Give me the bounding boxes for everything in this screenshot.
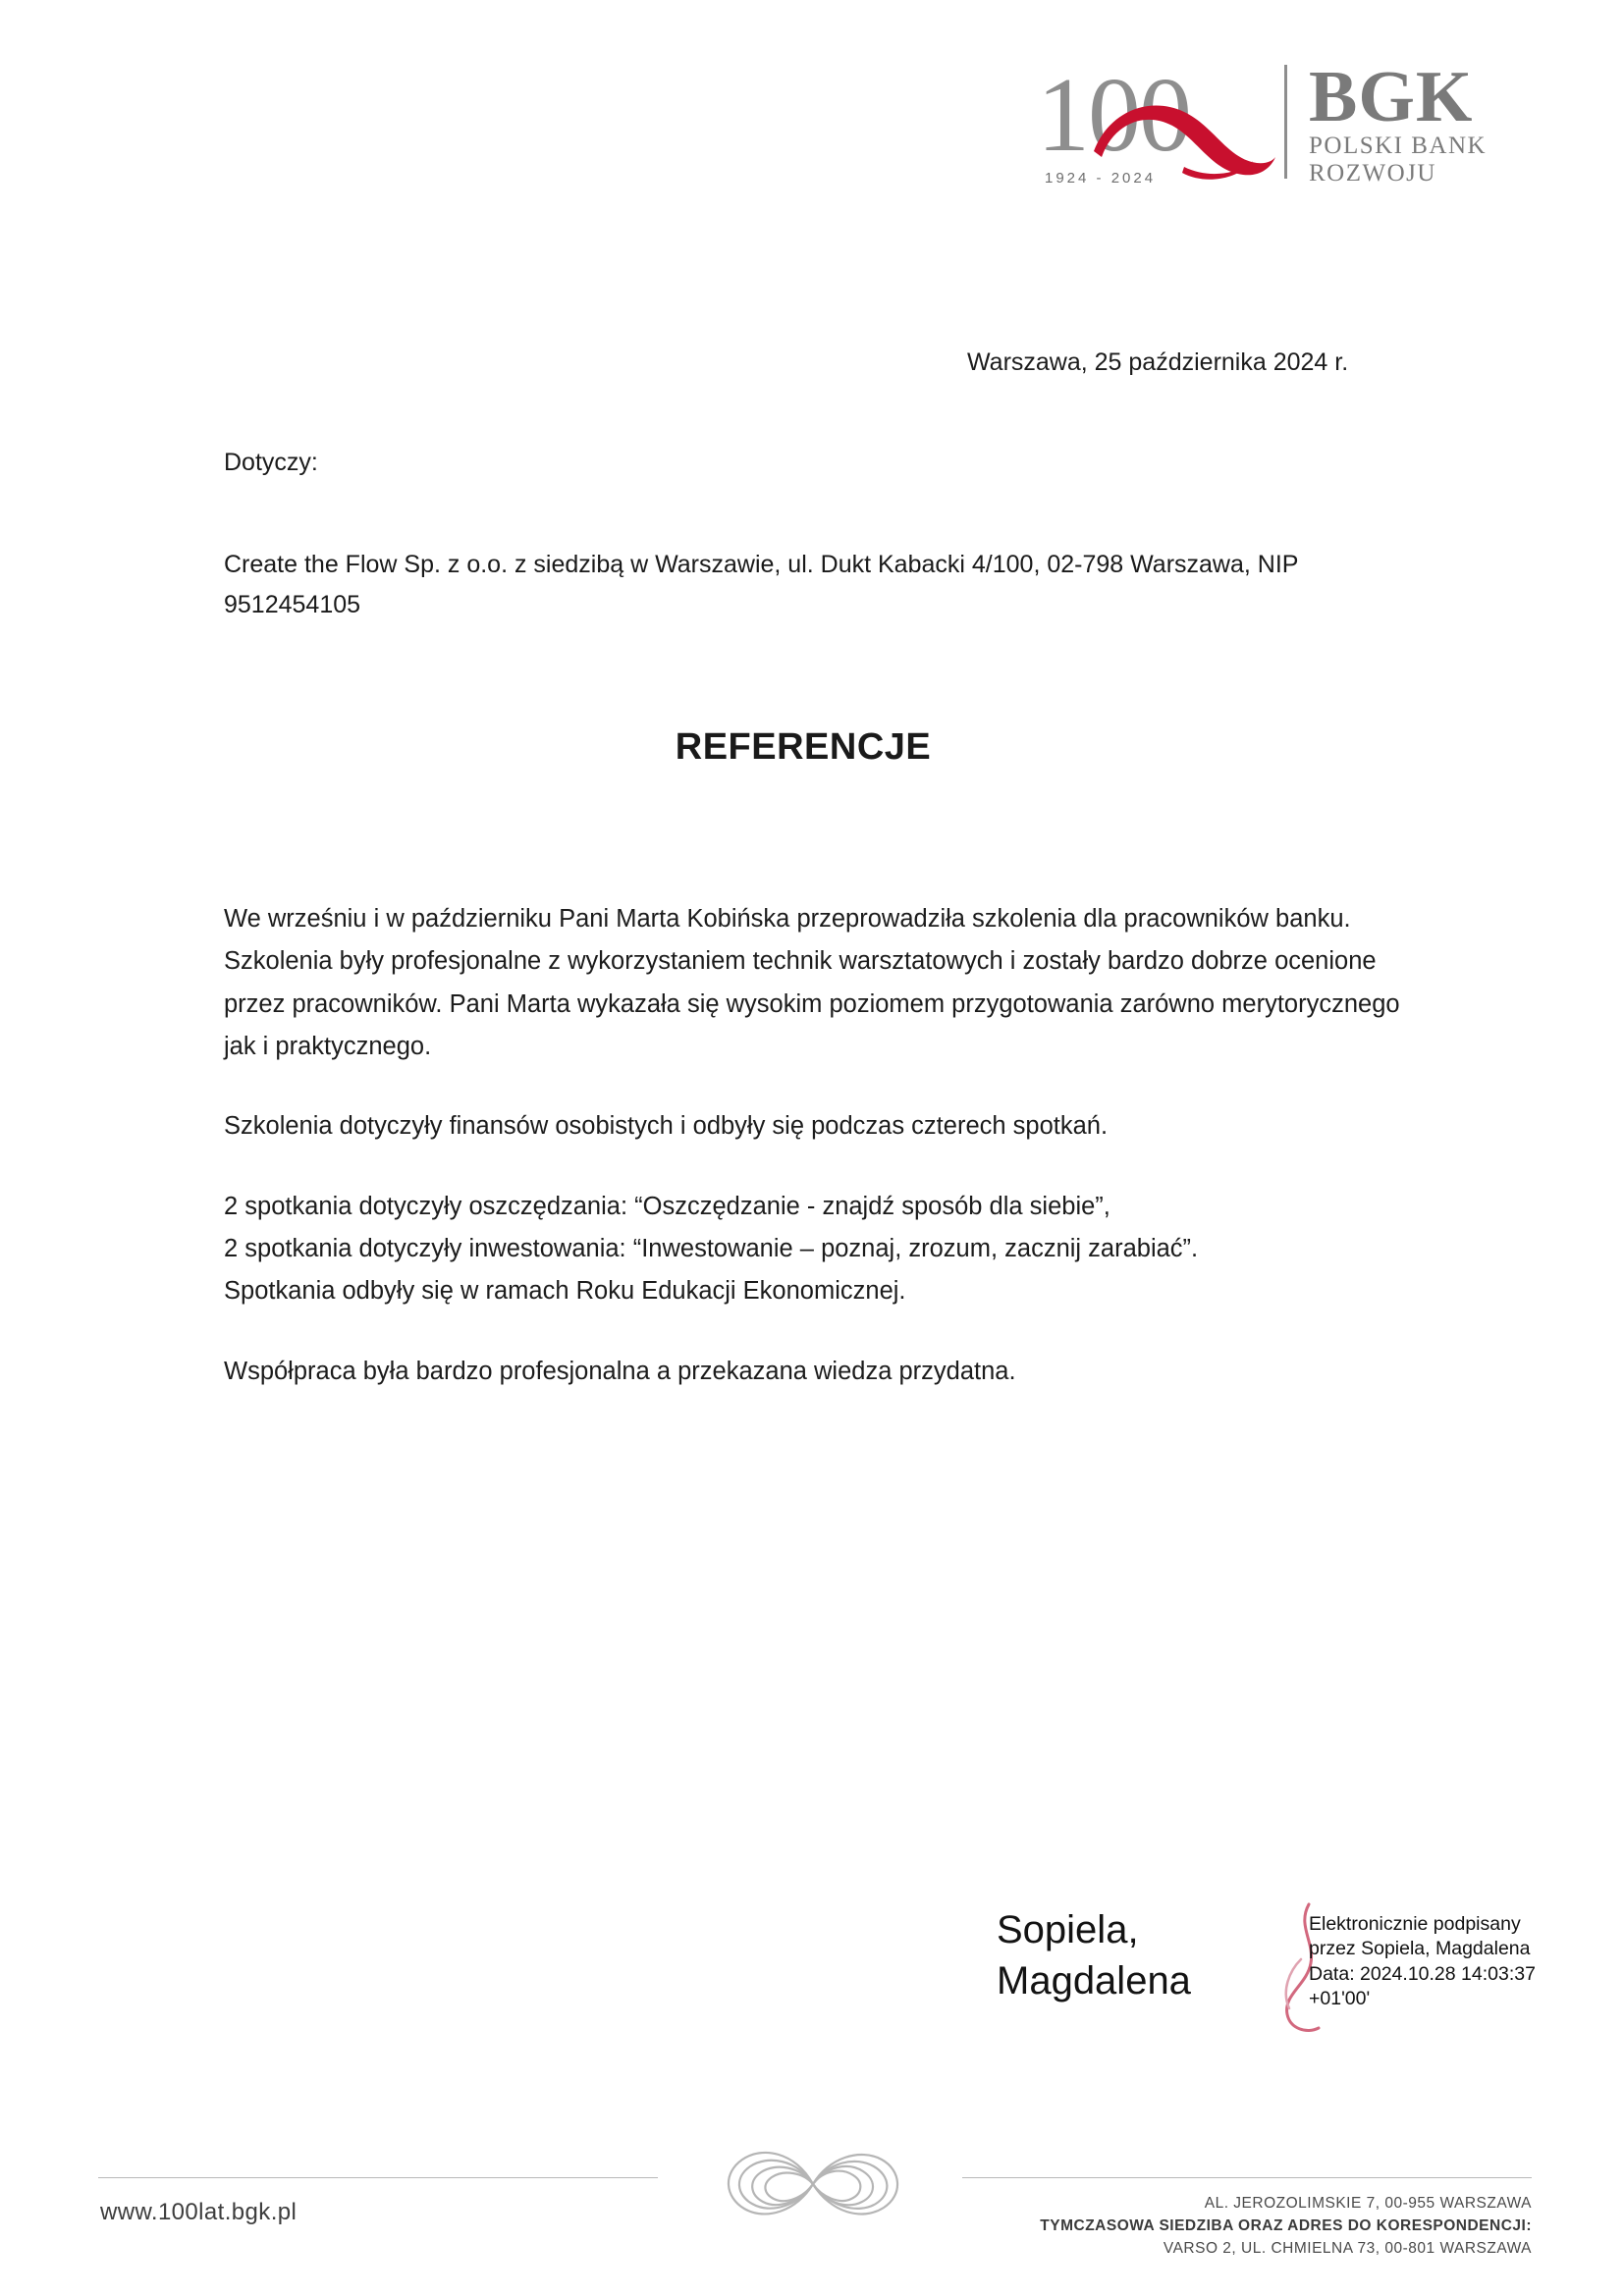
infinity-icon [705, 2128, 921, 2241]
footer-address-line3: VARSO 2, UL. CHMIELNA 73, 00-801 WARSZAWA [1163, 2239, 1532, 2257]
signature-meta-line1: Elektronicznie podpisany [1309, 1913, 1521, 1935]
footer-url[interactable]: www.100lat.bgk.pl [100, 2199, 298, 2225]
anniversary-100-mark [1031, 57, 1278, 208]
paragraph-2: Szkolenia dotyczyły finansów osobistych i odbyły się podczas czterech spotkań. [224, 1112, 1109, 1141]
paragraph-4: 2 spotkania dotyczyły inwestowania: “Inwestowanie – poznaj, zrozum, zacznij zarabiać”. [224, 1235, 1199, 1263]
letter-body [224, 898, 1402, 1393]
paragraph-6: Współpraca była bardzo profesjonalna a przekazana wiedza przydatna. [224, 1357, 1016, 1385]
bgk-logo [1031, 57, 1502, 218]
date-line: Warszawa, 25 października 2024 r. [967, 348, 1349, 376]
electronic-signature [997, 1904, 1546, 2052]
paragraph-1: We wrześniu i w październiku Pani Marta Kobińska przeprowadziła szkolenia dla pracowników banku. Szkolenia były profesjonalne z wykorzystaniem technik warsztatowych i zostały bardzo dobrze ocenione przez pracowników. Pani Marta wykazała się wysokim poziomem przygotowania zarówno merytorycznego jak i praktycznego. [224, 905, 1400, 1061]
signature-name-line1: Sopiela, [997, 1908, 1139, 1951]
signature-meta-line2: przez Sopiela, Magdalena [1309, 1938, 1531, 1960]
page-title: REFERENCJE [675, 726, 932, 768]
anniversary-number: 100 [1037, 57, 1190, 174]
regarding-label: Dotyczy: [224, 449, 318, 476]
footer-rule-left [98, 2177, 658, 2178]
bgk-initials: BGK [1309, 57, 1474, 137]
bgk-subtitle-line2: ROZWOJU [1309, 160, 1436, 187]
signature-name [997, 1904, 1281, 2006]
bgk-wordmark [1309, 57, 1488, 187]
signature-name-line2: Magdalena [997, 1959, 1191, 2002]
page-footer [0, 2150, 1624, 2277]
logo-divider [1284, 65, 1287, 179]
subject-company: Create the Flow Sp. z o.o. z siedzibą w Warszawie, ul. Dukt Kabacki 4/100, 02-798 Warszawa, NIP 9512454105 [224, 551, 1298, 618]
signature-meta-line4: +01'00' [1309, 1988, 1371, 2010]
paragraph-5: Spotkania odbyły się w ramach Roku Edukacji Ekonomicznej. [224, 1277, 906, 1306]
footer-address-line1: AL. JEROZOLIMSKIE 7, 00-955 WARSZAWA [1204, 2195, 1532, 2212]
signature-meta-line3: Data: 2024.10.28 14:03:37 [1309, 1962, 1536, 1985]
paragraph-3: 2 spotkania dotyczyły oszczędzania: “Oszczędzanie - znajdź sposób dla siebie”, [224, 1192, 1110, 1220]
footer-rule-right [962, 2177, 1532, 2178]
footer-address [1040, 2193, 1532, 2261]
bgk-subtitle-line1: POLSKI BANK [1309, 133, 1488, 160]
anniversary-years: 1924 - 2024 [1045, 170, 1157, 187]
signature-metadata [1309, 1912, 1554, 2011]
footer-address-line2: TYMCZASOWA SIEDZIBA ORAZ ADRES DO KORESPONDENCJI: [1040, 2216, 1532, 2234]
